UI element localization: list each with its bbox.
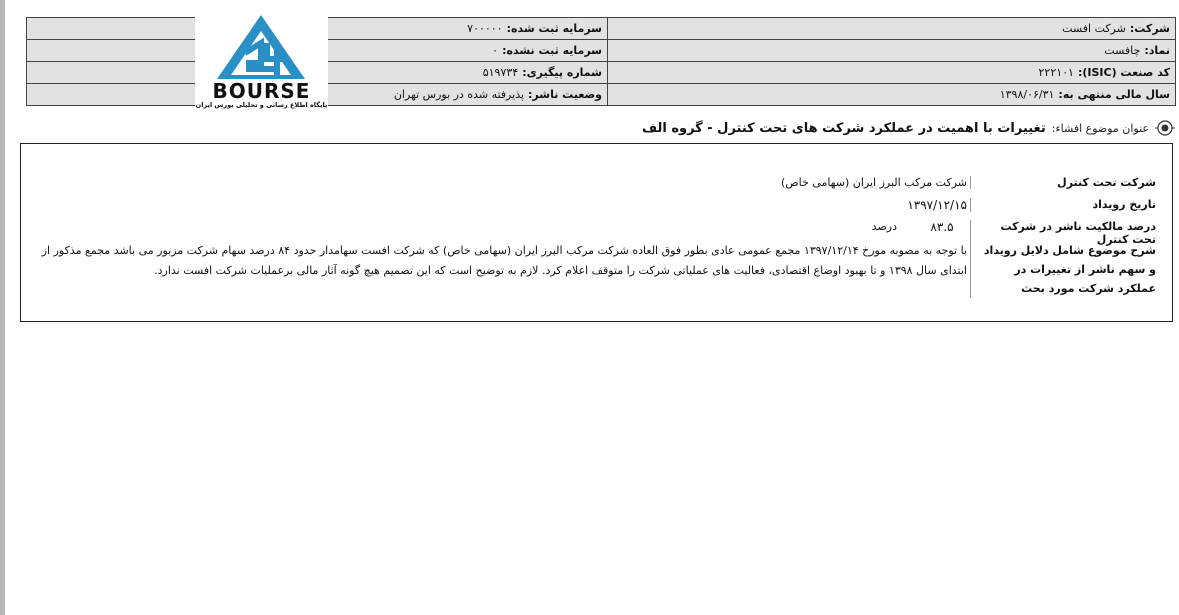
controlled-company-row: شرکت تحت کنترل شرکت مرکب البرز ایران (سهامی خاص) (781, 176, 1156, 189)
disclosure-content-box (20, 143, 1173, 322)
isic-cell: کد صنعت (ISIC):۲۲۲۱۰۱ (608, 62, 1176, 84)
ownership-unit: درصد (871, 220, 897, 233)
event-date-row: تاریخ رویداد ۱۳۹۷/۱۲/۱۵ (907, 198, 1156, 212)
bourse-logo (195, 13, 328, 113)
tracking-number-cell: شماره پیگیری:۵۱۹۷۳۴ (308, 62, 608, 84)
logo-brand-text: BOURSE (212, 79, 311, 103)
bourse-logo-mark-icon (195, 13, 328, 81)
subject-label: عنوان موضوع افشاء: (1051, 121, 1149, 135)
description-row: شرح موضوع شامل دلایل رویداد و سهم ناشر از تغییرات در عملکرد شرکت مورد بحث با توجه به مصوبه مورخ ۱۳۹۷/۱۲/۱۴ مجمع عمومی عادی بطور فوق العاده شرکت مرکب البرز ایران (سهامی خاص) که شرکت افست سهامدار حدود ۸۴ درصد سهام شرکت مزبور می باشد مجمع مذکور از ابتدای سال ۱۳۹۸ و تا بهبود اوضاع اقتصادی، فعالیت های عملیاتی شرکت را متوقف اعلام کرد. لازم به توضیح است که این تصمیم هیچ گونه آثار مالی برعملیات شرکت افست ندارد. (32, 241, 1156, 298)
controlled-company-value: شرکت مرکب البرز ایران (سهامی خاص) (781, 176, 967, 189)
event-date-value: ۱۳۹۷/۱۲/۱۵ (907, 198, 967, 212)
fiscal-year-cell: سال مالی منتهی به:۱۳۹۸/۰۶/۳۱ (608, 84, 1176, 106)
left-edge-bar (0, 0, 5, 615)
disclosure-subject (642, 116, 1175, 140)
description-value: با توجه به مصوبه مورخ ۱۳۹۷/۱۲/۱۴ مجمع عمومی عادی بطور فوق العاده شرکت مرکب البرز ایران (سهامی خاص) که شرکت افست سهامدار حدود ۸۴ درصد سهام شرکت مزبور می باشد مجمع مذکور از ابتدای سال ۱۳۹۸ و تا بهبود اوضاع اقتصادی، فعالیت های عملیاتی شرکت را متوقف اعلام کرد. لازم به توضیح است که این تصمیم هیچ گونه آثار مالی برعملیات شرکت افست ندارد. (41, 244, 967, 277)
ownership-value: ۸۳.۵ (930, 220, 954, 234)
unregistered-capital-cell: سرمایه ثبت نشده:۰ (308, 40, 608, 62)
logo-tagline: پایگاه اطلاع رسانی و تحلیلی بورس ایران (195, 101, 328, 109)
company-cell: شرکت:شرکت افست (608, 18, 1176, 40)
ownership-row: درصد مالکیت ناشر در شرکت تحت کنترل ۸۳.۵ درصد (871, 220, 1156, 246)
publisher-status-cell: وضعیت ناشر:پذیرفته شده در بورس تهران (308, 84, 608, 106)
subject-title: تغییرات با اهمیت در عملکرد شرکت های تحت کنترل - گروه الف (641, 120, 1046, 136)
target-icon (1155, 118, 1175, 138)
symbol-cell: نماد:چافست (608, 40, 1176, 62)
registered-capital-cell: سرمایه ثبت شده:۷۰۰۰۰۰ (308, 18, 608, 40)
